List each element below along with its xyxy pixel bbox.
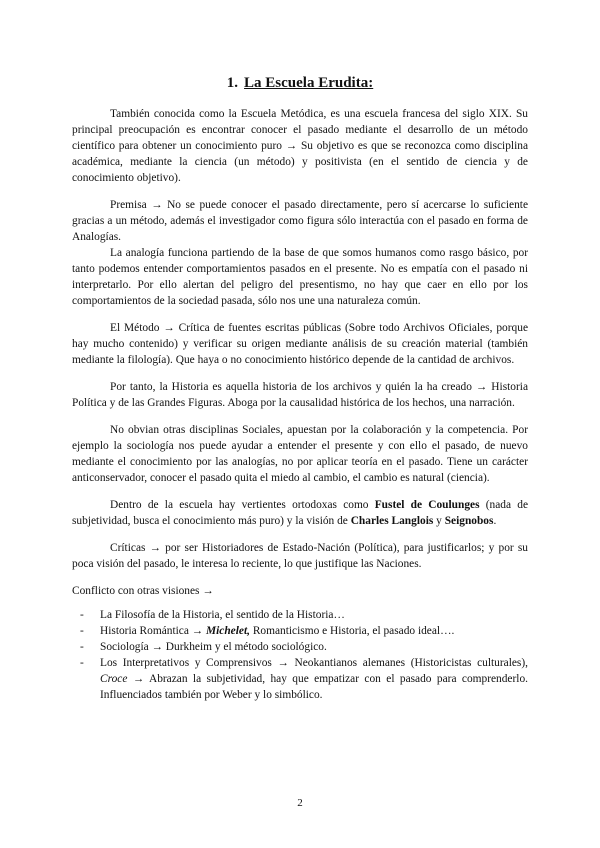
list-item-text: Los Interpretativos y Comprensivos → Neokantianos alemanes (Historicistas culturales), (100, 657, 528, 669)
paragraph-criticas: Críticas → por ser Historiadores de Estado-Nación (Política), para justificarlos; y por su poca visión del pasado, le interesa lo reciente, lo que justifique las Naciones. (72, 542, 528, 570)
name-croce: Croce (100, 673, 128, 685)
paragraph-analogia: La analogía funciona partiendo de la base de que somos humanos como rasgo básico, por tanto podemos entender comportamientos pasados en el presente. No es empatía con el pasado ni interpretarlo. Por ello alertan del peligro del presentismo, no hay que caer en ello por los comportamientos de la sociedad pasada, sólo nos une una naturaleza común. (72, 247, 528, 307)
list-item (72, 655, 528, 703)
paragraph-vertientes (72, 497, 528, 529)
list-item-text: Historia Romántica → (100, 625, 206, 637)
list-item (72, 623, 528, 639)
list-dash: - (80, 625, 84, 637)
section-title (72, 74, 528, 92)
name-fustel: Fustel de Coulunges (374, 499, 480, 511)
vertientes-text-c: (nada de subjetividad, busca el conocimiento más puro) y la visión de (72, 499, 529, 527)
section-title-text: La Escuela Erudita: (244, 75, 374, 91)
name-seignobos: Seignobos (444, 515, 494, 527)
list-item-text: La Filosofía de la Historia, el sentido de la Historia… (100, 609, 345, 621)
list-item-text: Romanticismo e Historia, el pasado ideal…. (249, 625, 455, 637)
name-langlois: Charles Langlois (350, 515, 434, 527)
paragraph-conflicto: Conflicto con otras visiones → (72, 585, 214, 597)
paragraph-premisa: Premisa → No se puede conocer el pasado directamente, pero sí acercarse lo suficiente gracias a un método, además el investigador como figura sólo interactúa con el pasado en forma de Analogías. (72, 199, 528, 243)
paragraph-intro: También conocida como la Escuela Metódica, es una escuela francesa del siglo XIX. Su principal preocupación es encontrar conocer el pasado mediante el desarrollo de un método científico para obtener un conocimiento puro → Su objetivo es que se reconozca como disciplina académica, mediante la ciencia (un método) y positivista (en el sentido de ciencia y de conocimiento objetivo). (72, 108, 528, 184)
list-item-text: → Abrazan la subjetividad, hay que empatizar con el pasado para comprenderlo. Influenciados también por Weber y lo simbólico. (100, 673, 528, 701)
visiones-list (72, 607, 528, 703)
list-item (72, 639, 528, 655)
vertientes-text-e: y (433, 515, 445, 527)
list-dash: - (80, 657, 84, 669)
paragraph-historia: Por tanto, la Historia es aquella historia de los archivos y quién la ha creado → Historia Política y de las Grandes Figuras. Aboga por la causalidad histórica de los hechos, una narración. (72, 381, 528, 409)
page-number: 2 (297, 797, 303, 809)
list-item (72, 607, 528, 623)
paragraph-metodo: El Método → Crítica de fuentes escritas públicas (Sobre todo Archivos Oficiales, porque hay mucho contenido) y verificar su origen mediante análisis de su creación material (también mediante la filología). Que haya o no conocimiento histórico depende de la cantidad de archivos. (72, 322, 528, 366)
list-item-text: Sociología → Durkheim y el método sociológico. (100, 641, 327, 653)
name-michelet: Michelet, (205, 625, 250, 637)
list-dash: - (80, 641, 84, 653)
vertientes-text-g: . (493, 515, 497, 527)
section-number: 1. (226, 75, 239, 91)
page-content (72, 74, 528, 703)
vertientes-text-a: Dentro de la escuela hay vertientes ortodoxas como (110, 499, 375, 511)
paragraph-disciplinas: No obvian otras disciplinas Sociales, apuestan por la colaboración y la competencia. Por ejemplo la sociología nos puede ayudar a entender el presente y con ello el pasado, de nuevo mediante el conocimiento por las analogías, no por aplicar teoría en el pasado. Tiene un carácter anticonservador, conocer el pasado quita el miedo al cambio, el cambio es natural (ciencia). (72, 424, 528, 484)
list-dash: - (80, 609, 84, 621)
